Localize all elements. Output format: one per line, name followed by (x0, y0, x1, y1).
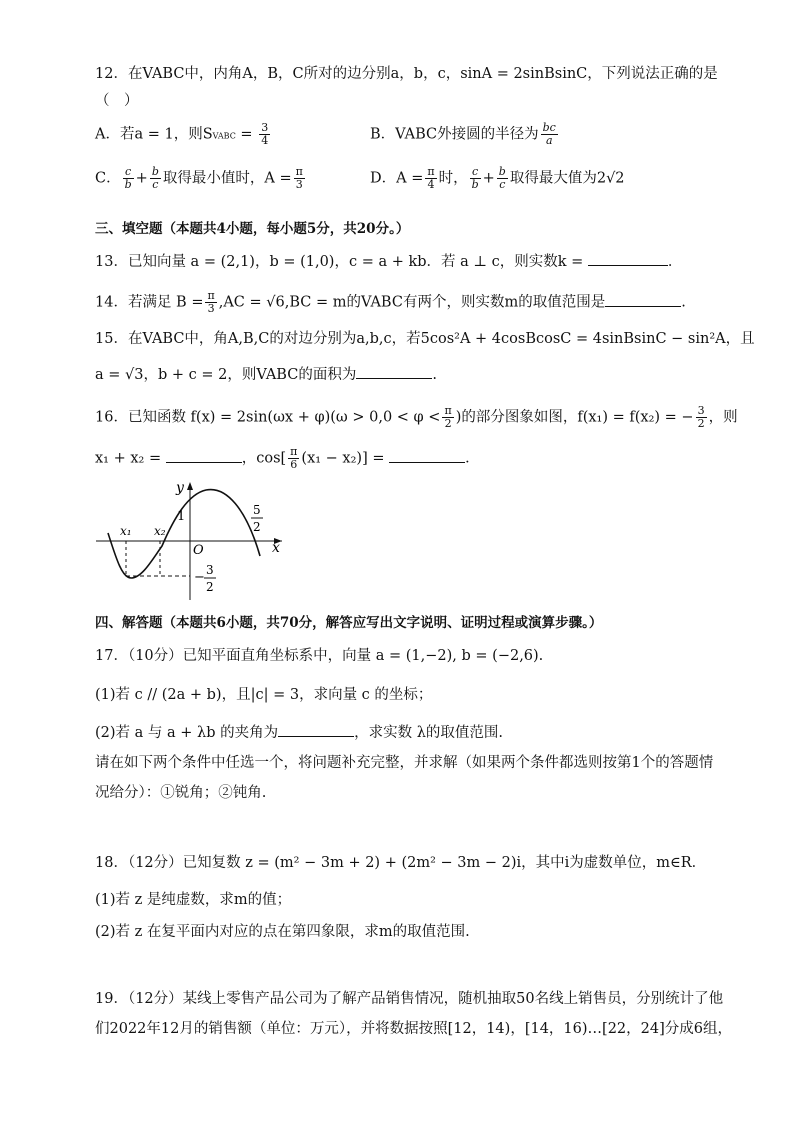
q17-part1: (1)若 c // (2a + b)，且|c| = 3，求向量 c 的坐标； (95, 687, 433, 703)
q16-blank2[interactable] (389, 448, 465, 463)
q14-answer-blank[interactable] (605, 292, 681, 307)
q16-frac2: $\frac{3}{2}$ (697, 404, 705, 430)
q12-option-d-frac3: $\frac{b}{c}$ (498, 165, 506, 191)
graph-bottom-num: 3 (206, 563, 214, 577)
q12-option-b-fraction: $\frac{bc}{a}$ (542, 121, 556, 147)
q16-pre: 16．已知函数 f(x) = 2sin(ωx + φ)(ω > 0,0 < φ < (95, 409, 441, 426)
q13 (95, 251, 682, 273)
q12-option-d-frac1: $\frac{\pi}{4}$ (427, 165, 435, 191)
q12-option-d (370, 166, 625, 191)
graph-bottom-den: 2 (206, 580, 214, 594)
graph-x1-label: x₁ (120, 524, 132, 538)
q17-part2-text: (2)若 a 与 a + λb 的夹角为 (95, 725, 279, 741)
q15-line2 (95, 364, 437, 386)
q12-option-c-text: 取得最小值时，A = (162, 170, 292, 187)
q14-fraction: $\frac{\pi}{3}$ (207, 289, 215, 315)
q12-option-c (95, 166, 307, 191)
graph-y-label: y (176, 480, 184, 496)
q14-end: . (681, 294, 686, 311)
q12-option-d-label: D．A = (370, 170, 424, 187)
graph-bottom-neg: − (194, 570, 205, 585)
q12-option-a-fraction: $\frac{3}{4}$ (261, 121, 269, 147)
q19-line2: 们2022年12月的销售额（单位：万元），并将数据按照[12，14)，[14，16)…[22，24]分成6组， (95, 1021, 732, 1037)
y-axis-arrow (187, 482, 193, 490)
q12-option-a-label: A．若a = 1，则S (95, 126, 213, 143)
q12-option-b-label: B．VABC外接圆的半径为 (370, 126, 539, 143)
q16-line2-d: ． (465, 450, 480, 467)
q13-end: ． (667, 254, 683, 270)
q14-pre: 14．若满足 B = (95, 294, 204, 311)
q12-stem: 12．在VABC中，内角A，B，C所对的边分别a，b，c，sinA = 2sinBsinC，下列说法正确的是 (95, 66, 718, 82)
q15-line2-text: a = √3，b + c = 2，则VABC的面积为 (95, 367, 357, 383)
q12-option-a-eq: = (235, 126, 258, 143)
q12-option-c-plus: + (135, 170, 148, 187)
q16-line2-c: (x₁ − x₂)] = (301, 450, 385, 467)
q17-instruction-1: 请在如下两个条件中任选一个，将问题补充完整，并求解（如果两个条件都选则按第1个的答题情 (95, 755, 714, 771)
q16-line2 (95, 446, 480, 471)
q17-head: 17．（10分）已知平面直角坐标系中，向量 a = (1,−2), b = (−2,6). (95, 648, 544, 664)
q17-part2 (95, 722, 503, 744)
q17-part2-end: ，求实数 λ的取值范围. (354, 725, 504, 741)
q12-option-a-subscript: VABC (212, 131, 236, 141)
q12-option-a (95, 122, 272, 148)
q17-instruction-2: 况给分）：①锐角；②钝角. (95, 785, 267, 801)
q12-option-b (370, 122, 560, 147)
q18-part1: (1)若 z 是纯虚数，求m的值； (95, 892, 292, 908)
q16-frac3: $\frac{\pi}{6}$ (290, 445, 298, 471)
q12-option-d-plus: + (482, 170, 495, 187)
q16-line2-a: x₁ + x₂ = (95, 450, 162, 467)
graph-right-den: 2 (253, 520, 261, 534)
q12-option-c-label: C． (95, 170, 121, 187)
q15-end: . (432, 367, 437, 383)
q14 (95, 290, 686, 315)
q12-option-d-mid: 时， (438, 170, 468, 187)
q16-mid: )的部分图象如图，f(x₁) = f(x₂) = − (455, 409, 694, 426)
q12-option-c-frac3: $\frac{\pi}{3}$ (295, 165, 303, 191)
q18-part2: (2)若 z 在复平面内对应的点在第四象限，求m的取值范围. (95, 924, 470, 940)
section-3-heading: 三、填空题（本题共4小题，每小题5分，共20分。） (95, 221, 410, 237)
q16-blank1[interactable] (166, 448, 242, 463)
q16-frac1: $\frac{\pi}{2}$ (444, 404, 452, 430)
q16-line1 (95, 405, 738, 430)
q16-graph (90, 478, 290, 603)
graph-x2-label: x₂ (154, 524, 166, 538)
q12-option-d-frac2: $\frac{c}{b}$ (471, 165, 479, 191)
q15-line1: 15．在VABC中，角A,B,C的对边分别为a,b,c，若5cos²A + 4cosBcosC = 4sinBsinC − sin²A，且 (95, 331, 755, 347)
section-4-heading: 四、解答题（本题共6小题，共70分，解答应写出文字说明、证明过程或演算步骤。） (95, 615, 603, 631)
q13-answer-blank[interactable] (588, 251, 668, 266)
q19-line1: 19．（12分）某线上零售产品公司为了解产品销售情况，随机抽取50名线上销售员，分别统计了他 (95, 991, 724, 1007)
q12-option-d-end: 取得最大值为2√2 (509, 170, 625, 187)
q17-answer-blank[interactable] (278, 722, 354, 737)
graph-right-num: 5 (253, 503, 261, 517)
graph-origin-label: O (193, 543, 204, 558)
q16-end: ，则 (708, 409, 738, 426)
q15-answer-blank[interactable] (356, 364, 432, 379)
q14-text: ,AC = √6,BC = m的VABC有两个，则实数m的取值范围是 (218, 294, 606, 311)
q12-option-c-frac2: $\frac{b}{c}$ (151, 165, 159, 191)
graph-x-label: x (272, 540, 280, 556)
q12-answer-paren: （ ） (95, 93, 139, 109)
q16-line2-b: ，cos[ (241, 450, 287, 467)
q18-head: 18．（12分）已知复数 z = (m² − 3m + 2) + (2m² − 3m − 2)i，其中i为虚数单位，m∈R． (95, 855, 707, 871)
graph-one-label: 1 (177, 509, 186, 524)
q13-text: 13．已知向量 a = (2,1)，b = (1,0)，c = a + kb．若 a ⊥ c，则实数k = (95, 254, 584, 270)
q12-option-c-frac1: $\frac{c}{b}$ (124, 165, 132, 191)
